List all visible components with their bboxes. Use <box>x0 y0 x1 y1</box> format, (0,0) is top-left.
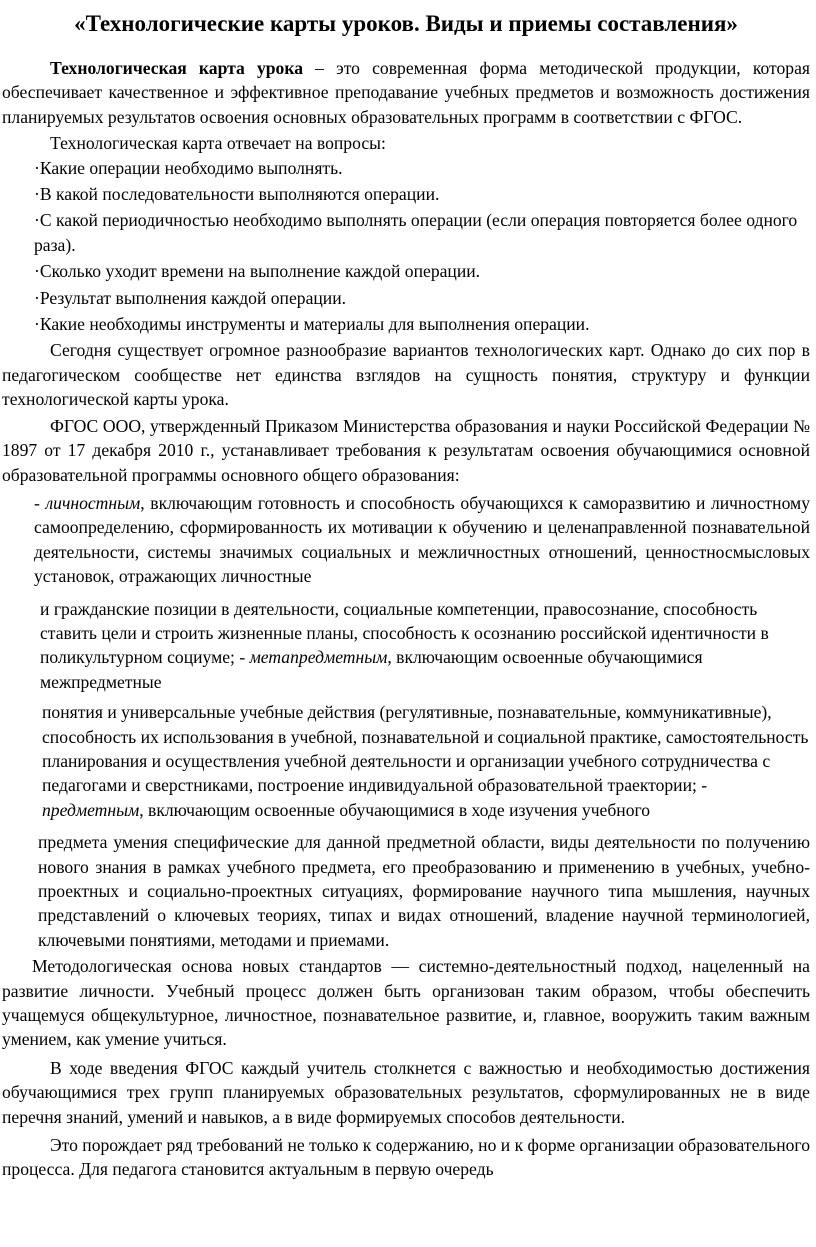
question-item: ·С какой периодичностью необходимо выполнять операции (если операция повторяется более одного раза). <box>34 210 798 255</box>
question-item: ·Результат выполнения каждой операции. <box>34 287 347 308</box>
personal-text: , включающим готовность и способность обучающихся к саморазвитию и личностному самоопределению, сформированность их мотивации к обучению и целенаправленной познавательной деятельности, системы значимых социальных и межличностных отношений, ценностносмысловых установок, отражающих личностные <box>34 492 810 587</box>
question-item: ·Сколько уходит времени на выполнение каждой операции. <box>34 261 481 282</box>
subject-results: предмета умения специфические для данной предметной области, виды деятельности по получению нового знания в рамках учебного предмета, его преобразованию и применению в учебных, учебно-проектных и социально-проектных ситуациях, формирование научного типа мышления, научных представлений о ключевых теориях, типах и видах отношений, владение научной терминологией, ключевыми понятиями, методами и приемами. <box>38 832 810 950</box>
question-item: ·Какие необходимы инструменты и материалы для выполнения операции. <box>34 314 590 335</box>
fgos-paragraph: ФГОС ООО, утвержденный Приказом Министерства образования и науки Российской Федерации № 1897 от 17 декабря 2010 г., устанавливает требования к результатам освоения обучающимися основной образовательной программы основного общего образования: <box>2 415 810 485</box>
personal-label: личностным <box>45 492 141 513</box>
concepts-text: понятия и универсальные учебные действия (регулятивные, познавательные, коммуникативные), способность их использования в учебной, познавательной и социальной практике, самостоятельность планирования и осуществления учебной деятельности и организации учебного сотрудничества с педагогами и сверстниками, построение индивидуальной образовательной траектории; - <box>42 702 809 796</box>
question-item: ·В какой последовательности выполняются операции. <box>34 184 440 205</box>
metasubject-label: метапредметным <box>249 647 388 668</box>
intro-paragraph <box>2 56 810 129</box>
concepts-tail: , включающим освоенные обучающимися в ходе изучения учебного <box>139 799 651 820</box>
civic-tail: , включающим освоенные обучающимися межпредметные <box>40 647 703 692</box>
civic-results <box>40 597 810 695</box>
intro-text: – это современная форма методической продукции, которая обеспечивает качественное и эффективное преподавание учебных предметов и возможность достижения планируемых результатов освоения основных образовательных программ в соответствии с ФГОС. <box>2 58 810 127</box>
variety-paragraph: Сегодня существует огромное разнообразие вариантов технологических карт. Однако до сих пор в педагогическом сообществе нет единства взглядов на сущность понятия, структуру и функции технологической карты урока. <box>2 340 810 410</box>
questions-lead: Технологическая карта отвечает на вопросы: <box>50 133 386 154</box>
method-paragraph: Методологическая основа новых стандартов — системно-деятельностный подход, нацеленный на развитие личности. Учебный процесс должен быть организован таким образом, чтобы обеспечить учащемуся общекультурное, личностное, познавательное развитие, и, главное, вооружить таким важным умением, как умение учиться. <box>2 956 810 1050</box>
concepts-results <box>42 700 810 822</box>
personal-results <box>34 491 810 589</box>
personal-dash: - <box>34 492 46 513</box>
document-title: «Технологические карты уроков. Виды и приемы составления» <box>74 11 738 36</box>
question-item: ·Какие операции необходимо выполнять. <box>34 157 343 178</box>
requirements-paragraph: Это порождает ряд требований не только к содержанию, но и к форме организации образовательного процесса. Для педагога становится актуальным в первую очередь <box>2 1135 810 1180</box>
civic-text: и гражданские позиции в деятельности, социальные компетенции, правосознание, способность ставить цели и строить жизненные планы, способность к осознанию российской идентичности в поликультурном социуме; - <box>40 598 769 668</box>
subject-label: предметным <box>42 799 140 820</box>
teacher-paragraph: В ходе введения ФГОС каждый учитель столкнется с важностью и необходимостью достижения обучающимися трех групп планируемых образовательных результатов, сформулированных не в виде перечня знаний, умений и навыков, а в виде формируемых способов деятельности. <box>2 1057 810 1127</box>
intro-term: Технологическая карта урока <box>50 58 304 78</box>
